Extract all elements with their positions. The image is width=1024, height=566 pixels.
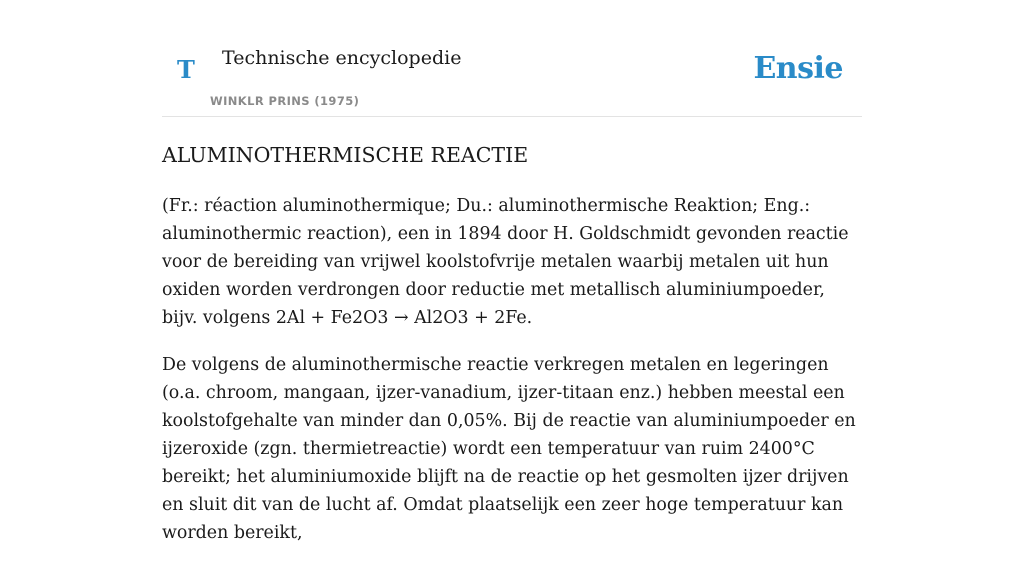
article-paragraph: De volgens de aluminothermische reactie verkregen metalen en legeringen (o.a. chroom, mangaan, ijzer-vanadium, ijzer-titaan enz.) hebben meestal een koolstofgehalte van minder dan 0,05%. Bij de reactie van aluminiumpoeder en ijzeroxide (zgn. thermietreactie) wordt een temperatuur van ruim 2400°C bereikt; het aluminiumoxide blijft na de reactie op het gesmolten ijzer drijven en sluit dit van de lucht af. Omdat plaatselijk een zeer hoge temperatuur kan worden bereikt,: [162, 355, 856, 543]
source-subtitle: WINKLR PRINS (1975): [210, 94, 360, 108]
article-page: [162, 0, 862, 543]
source-header: [162, 0, 862, 117]
article-body: [162, 192, 862, 566]
source-title[interactable]: Technische encyclopedie: [222, 47, 462, 69]
article-title: ALUMINOTHERMISCHE REACTIE: [162, 143, 529, 167]
source-logo-icon: T: [177, 55, 195, 84]
brand-logo-link[interactable]: Ensie: [753, 51, 843, 86]
article-paragraph: (Fr.: réaction aluminothermique; Du.: aluminothermische Reaktion; Eng.: aluminothermic reaction), een in 1894 door H. Goldschmidt gevonden reactie voor de bereiding van vrijwel koolstofvrije metalen waarbij metalen uit hun oxiden worden verdrongen door reductie met metallisch aluminiumpoeder, bijv. volgens 2Al + Fe2O3 → Al2O3 + 2Fe.: [162, 196, 849, 328]
